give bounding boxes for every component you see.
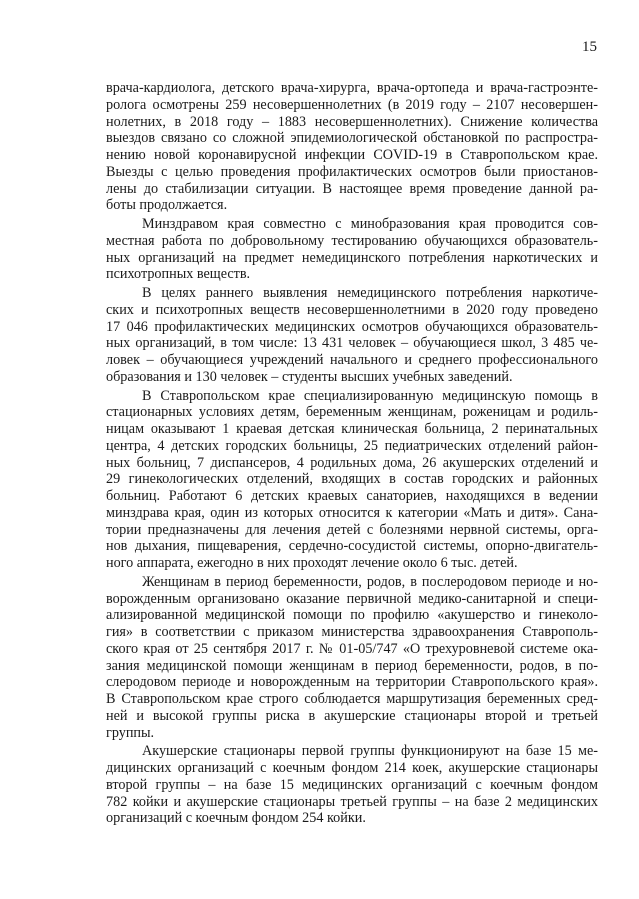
text-line: слеродовом периоде и новорожденным на территории Ставропольского края». xyxy=(106,674,598,691)
text-line: ного аппарата, ежегодно в них проходят лечение около 6 тыс. детей. xyxy=(106,555,518,571)
text-line: Минздравом края совместно с минобразования края проводится сов- xyxy=(142,216,598,232)
text-line: минздрава края, один из которых относится к категории «Мать и дитя». Сана- xyxy=(106,504,598,521)
paragraph-p2 xyxy=(106,216,598,283)
text-line: местная работа по добровольному тестированию обучающихся образователь- xyxy=(106,232,598,249)
paragraph-p5 xyxy=(106,574,598,742)
paragraph-p1 xyxy=(106,80,598,214)
text-line: зания медицинской помощи женщинам в период беременности, родов, в по- xyxy=(106,657,598,674)
text-line: ницам оказывают 1 краевая детская клиническая больница, 2 перинатальных xyxy=(106,421,598,437)
text-line: ализированной медицинской помощи по профилю «акушерство и гинеколо- xyxy=(106,607,598,624)
text-line: В Ставропольском крае специализированную медицинскую помощь в xyxy=(142,387,598,404)
text-line: ского края от 25 сентября 2017 г. № 01-05/747 «О трехуровневой системе ока- xyxy=(106,640,598,657)
text-line: психотропных веществ. xyxy=(106,266,251,283)
paragraph-p6 xyxy=(106,743,598,827)
paragraph-p3 xyxy=(106,285,598,386)
text-line: гия» в соответствии с приказом министерства здравоохранения Ставрополь- xyxy=(106,624,598,640)
text-line: ских и психотропных веществ несовершеннолетними в 2020 году проведено xyxy=(106,301,598,318)
text-line: тории предназначены для лечения детей с болезнями нервной системы, орга- xyxy=(106,521,598,538)
document-body xyxy=(106,80,598,827)
text-line: ных больниц, 7 диспансеров, 4 родильных дома, 26 акушерских отделений и xyxy=(106,454,598,471)
text-line: группы. xyxy=(106,724,155,741)
text-line: боты продолжается. xyxy=(106,197,228,214)
text-line: второй группы – на базе 15 медицинских организаций с коечным фондом xyxy=(106,776,598,793)
text-line: Выезды с целью проведения профилактических осмотров были приостанов- xyxy=(106,163,598,180)
text-line: ней и высокой группы риска в акушерские стационары второй и третьей xyxy=(106,707,598,724)
text-line: ловек – обучающиеся учреждений начального и среднего профессионального xyxy=(106,352,598,368)
text-line: организаций с коечным фондом 254 койки. xyxy=(106,810,366,827)
text-line: В Ставропольском крае строго соблюдается маршрутизация беременных сред- xyxy=(106,691,598,707)
text-line: В целях раннего выявления немедицинского потребления наркотиче- xyxy=(142,285,598,301)
text-line: больниц. Работают 6 детских краевых санаториев, находящихся в ведении xyxy=(106,488,598,504)
page-number: 15 xyxy=(582,39,597,55)
paragraph-p4 xyxy=(106,388,598,572)
text-line: ных организаций на предмет немедицинского потребления наркотических и xyxy=(106,249,598,266)
text-line: стационарных условиях детям, беременным женщинам, роженицам и родиль- xyxy=(106,404,598,421)
text-line: образования и 130 человек – студенты высших учебных заведений. xyxy=(106,368,513,385)
text-line: 782 койки и акушерские стационары третьей группы – на базе 2 медицинских xyxy=(106,793,598,810)
text-line: выездов связано со сложной эпидемиологической обстановкой по распростра- xyxy=(106,130,598,147)
text-line: ных организаций, в том числе: 13 431 человек – обучающиеся школ, 3 485 че- xyxy=(106,335,598,352)
text-line: ролога осмотрены 259 несовершеннолетних (в 2019 году – 2107 несовершен- xyxy=(106,96,598,113)
text-line: врача-кардиолога, детского врача-хирурга, врача-ортопеда и врача-гастроэнте- xyxy=(106,80,598,96)
text-line: ворожденным организовано оказание первичной медико-санитарной и специ- xyxy=(106,590,598,607)
text-line: 29 гинекологических отделений, входящих в состав городских и районных xyxy=(106,471,598,488)
text-line: дицинских организаций с коечным фондом 214 коек, акушерские стационары xyxy=(106,760,598,776)
text-line: нолетних, в 2018 году – 1883 несовершеннолетних). Снижение количества xyxy=(106,113,598,130)
text-line: Акушерские стационары первой группы функционируют на базе 15 ме- xyxy=(142,743,598,760)
text-line: центра, 4 детских городских больницы, 25 педиатрических отделений район- xyxy=(106,437,598,454)
text-line: лены до стабилизации ситуации. В настоящее время проведение данной ра- xyxy=(106,180,598,197)
text-line: нению новой коронавирусной инфекции COVID-19 в Ставропольском крае. xyxy=(106,147,598,163)
text-line: Женщинам в период беременности, родов, в послеродовом периоде и но- xyxy=(142,573,598,590)
text-line: нов дыхания, пищеварения, сердечно-сосудистой системы, опорно-двигатель- xyxy=(106,538,598,555)
text-line: 17 046 профилактических медицинских осмотров обучающихся образователь- xyxy=(106,318,598,335)
